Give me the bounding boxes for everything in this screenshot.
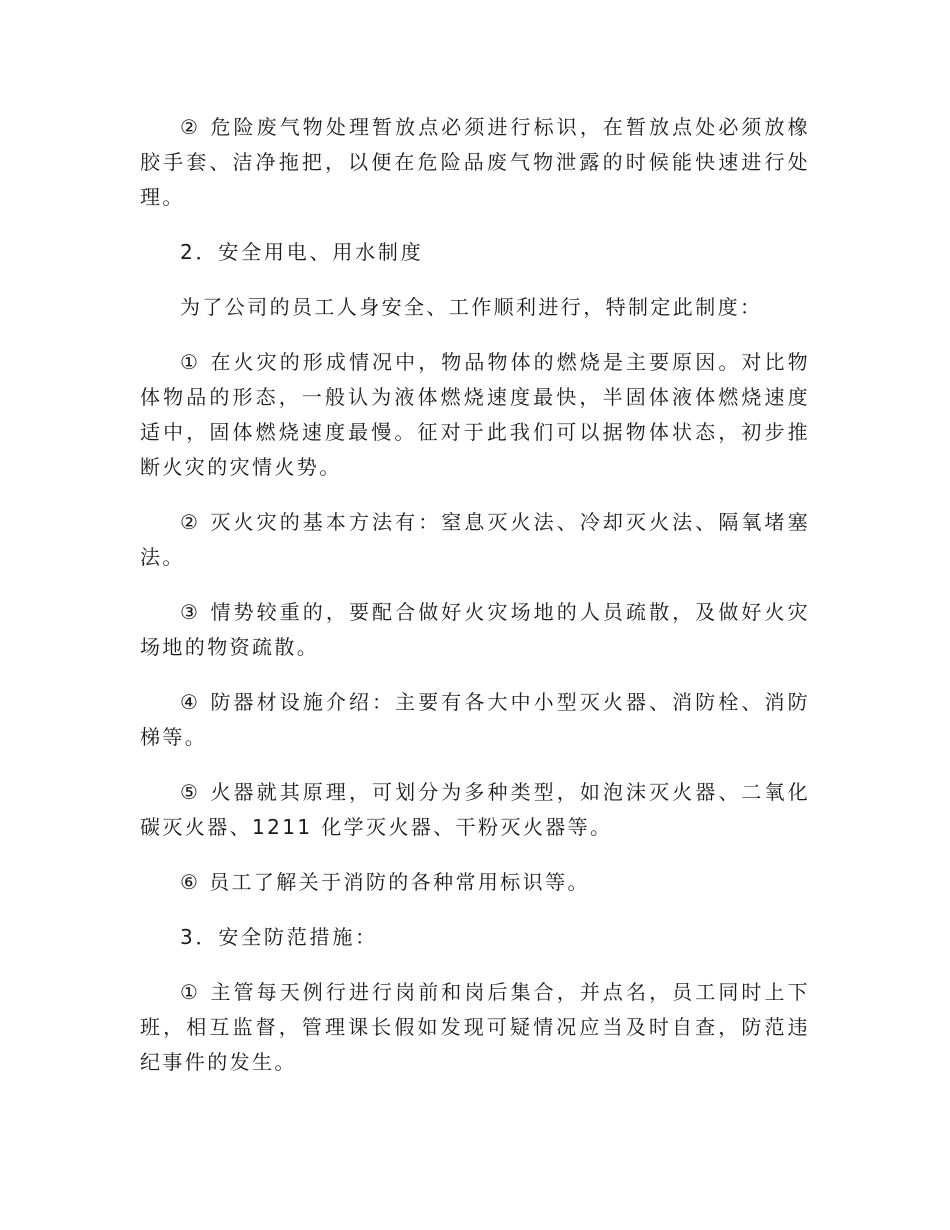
section-heading-security-measures: 3．安全防范措施： [180,925,378,949]
section-heading-electricity-water: 2．安全用电、用水制度 [180,240,424,264]
paragraph-equipment-intro: ④ 防器材设施介绍：主要有各大中小型灭火器、消防栓、消防梯等。 [140,690,810,749]
paragraph-fire-signs: ⑥ 员工了解关于消防的各种常用标识等。 [180,870,590,894]
paragraph-extinguish-methods: ② 灭火灾的基本方法有：窒息灭火法、冷却灭火法、隔氧堵塞法。 [140,510,810,569]
paragraph-hazardous-waste-marking: ② 危险废气物处理暂放点必须进行标识，在暂放点处必须放橡胶手套、洁净拖把，以便在危险品废气物泄露的时候能快速进行处理。 [140,115,810,209]
paragraph-daily-roll-call: ① 主管每天例行进行岗前和岗后集合，并点名，员工同时上下班，相互监督，管理课长假如发现可疑情况应当及时自查，防范违纪事件的发生。 [140,980,810,1074]
paragraph-purpose: 为了公司的员工人身安全、工作顺利进行，特制定此制度： [180,295,763,319]
paragraph-extinguisher-types: ⑤ 火器就其原理，可划分为多种类型，如泡沫灭火器、二氧化碳灭火器、1211 化学灭火器、干粉灭火器等。 [140,780,810,839]
paragraph-fire-formation: ① 在火灾的形成情况中，物品物体的燃烧是主要原因。对比物体物品的形态，一般认为液体燃烧速度最快，半固体液体燃烧速度适中，固体燃烧速度最慢。征对于此我们可以据物体状态，初步推断火灾的灾情火势。 [140,350,810,479]
document-body [140,110,810,1100]
paragraph-evacuation: ③ 情势较重的，要配合做好火灾场地的人员疏散，及做好火灾场地的物资疏散。 [140,600,810,659]
